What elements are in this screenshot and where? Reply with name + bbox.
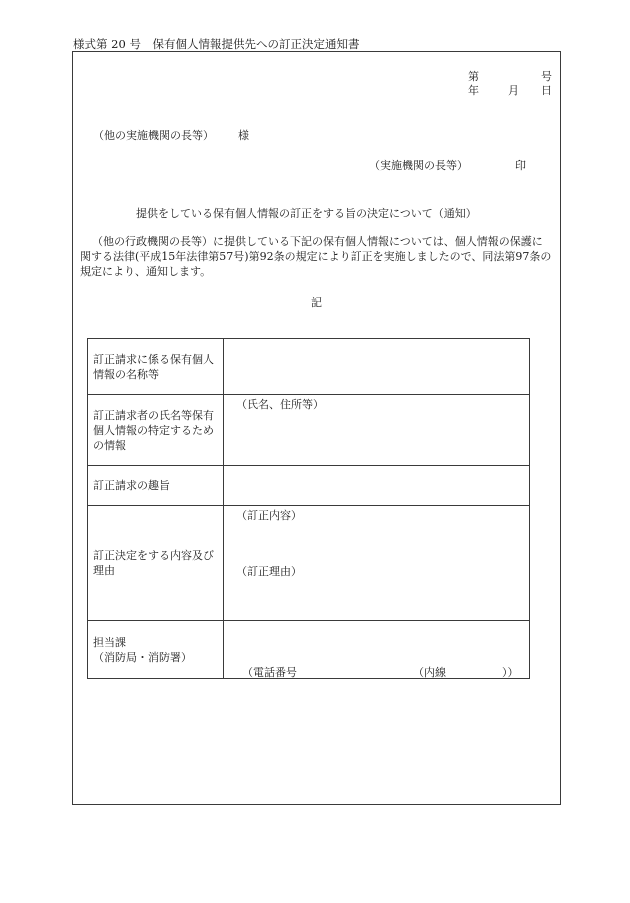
department-label: 担当課	[93, 635, 126, 649]
row-label-request-info: 訂正請求に係る保有個人情報の名称等	[88, 339, 224, 395]
table-row	[88, 395, 530, 466]
row-value-request-info	[224, 339, 530, 395]
sender-name: （実施機関の長等）	[369, 159, 468, 172]
details-table	[87, 338, 530, 679]
name-address-note: （氏名、住所等）	[236, 398, 324, 411]
phone-number-label: （電話番号	[242, 666, 297, 679]
table-row	[88, 506, 530, 621]
row-label-decision: 訂正決定をする内容及び理由	[88, 506, 224, 621]
closing-parens: ））	[502, 666, 519, 679]
addressee-honorific: 様	[238, 129, 249, 142]
table-row	[88, 466, 530, 506]
subject-line: 提供をしている保有個人情報の訂正をする旨の決定について（通知）	[136, 207, 477, 220]
date-month: 月	[508, 84, 519, 97]
addressee-name: （他の実施機関の長等）	[93, 129, 214, 142]
extension-label: （内線	[413, 666, 446, 679]
doc-number-dai: 第	[468, 70, 479, 83]
correction-content-note: （訂正内容）	[236, 509, 302, 522]
seal-mark: 印	[515, 159, 526, 172]
notice-body: （他の行政機関の長等）に提供している下記の保有個人情報については、個人情報の保護に関する法律(平成15年法律第57号)第92条の規定により訂正を実施しましたので、同法第97条の規定により、通知します。	[80, 235, 552, 278]
date-year: 年	[468, 84, 479, 97]
date-day: 日	[541, 84, 552, 97]
row-label-department	[88, 621, 224, 679]
table-row	[88, 339, 530, 395]
row-value-decision	[224, 506, 530, 621]
row-value-purpose	[224, 466, 530, 506]
table-row	[88, 621, 530, 679]
doc-number-go: 号	[541, 70, 552, 83]
row-value-department	[224, 621, 530, 679]
form-title: 様式第 20 号 保有個人情報提供先への訂正決定通知書	[73, 37, 360, 51]
department-sublabel: （消防局・消防署）	[93, 650, 192, 664]
row-label-requester: 訂正請求者の氏名等保有個人情報の特定するための情報	[88, 395, 224, 466]
row-value-requester	[224, 395, 530, 466]
correction-reason-note: （訂正理由）	[236, 565, 302, 578]
ki-heading: 記	[311, 296, 322, 309]
row-label-purpose: 訂正請求の趣旨	[88, 466, 224, 506]
